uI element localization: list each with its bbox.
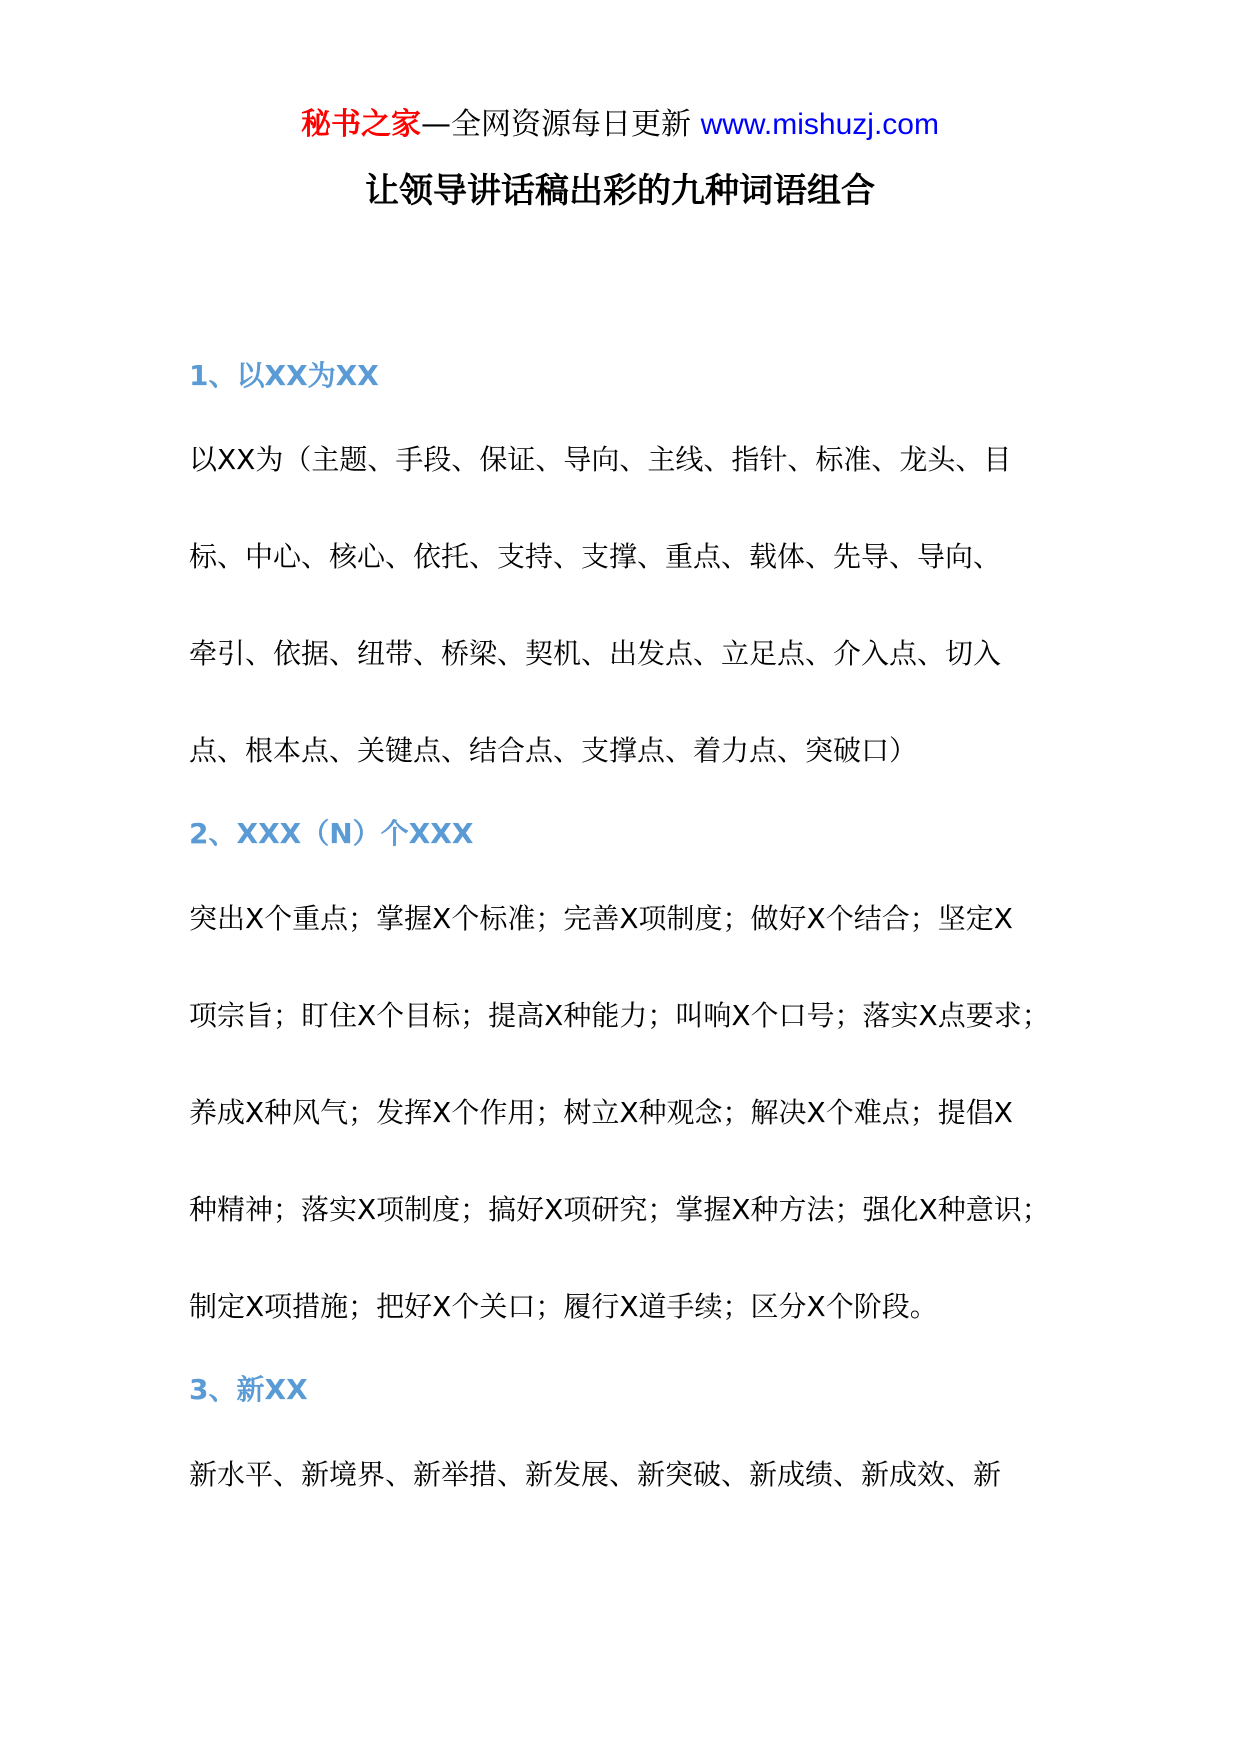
- paragraph-line: 养成X种风气；发挥X个作用；树立X种观念；解决X个难点；提倡X: [189, 1096, 1013, 1129]
- site-url-link[interactable]: www.mishuzj.com: [700, 108, 939, 141]
- document-title: 让领导讲话稿出彩的九种词语组合: [365, 171, 875, 211]
- section-heading-2: 2、XXX（N）个XXX: [189, 817, 474, 850]
- paragraph-line: 点、根本点、关键点、结合点、支撑点、着力点、突破口）: [189, 734, 918, 767]
- section-heading-3: 3、新XX: [189, 1373, 308, 1406]
- paragraph-line: 牵引、依据、纽带、桥梁、契机、出发点、立足点、介入点、切入: [189, 637, 1002, 670]
- paragraph-line: 突出X个重点；掌握X个标准；完善X项制度；做好X个结合；坚定X: [189, 902, 1013, 935]
- paragraph-line: 种精神；落实X项制度；搞好X项研究；掌握X种方法；强化X种意识；: [189, 1193, 1050, 1226]
- site-header: [0, 100, 1240, 150]
- header-tagline: —全网资源每日更新: [421, 107, 701, 142]
- paragraph-line: 新水平、新境界、新举措、新发展、新突破、新成绩、新成效、新: [189, 1458, 1002, 1491]
- paragraph-line: 标、中心、核心、依托、支持、支撑、重点、载体、先导、导向、: [189, 540, 1002, 573]
- paragraph-line: 项宗旨；盯住X个目标；提高X种能力；叫响X个口号；落实X点要求；: [189, 999, 1050, 1032]
- brand-name: 秘书之家: [301, 107, 422, 142]
- paragraph-line: 以XX为（主题、手段、保证、导向、主线、指针、标准、龙头、目: [189, 443, 1012, 476]
- section-heading-1: 1、以XX为XX: [189, 359, 379, 392]
- paragraph-line: 制定X项措施；把好X个关口；履行X道手续；区分X个阶段。: [189, 1290, 938, 1323]
